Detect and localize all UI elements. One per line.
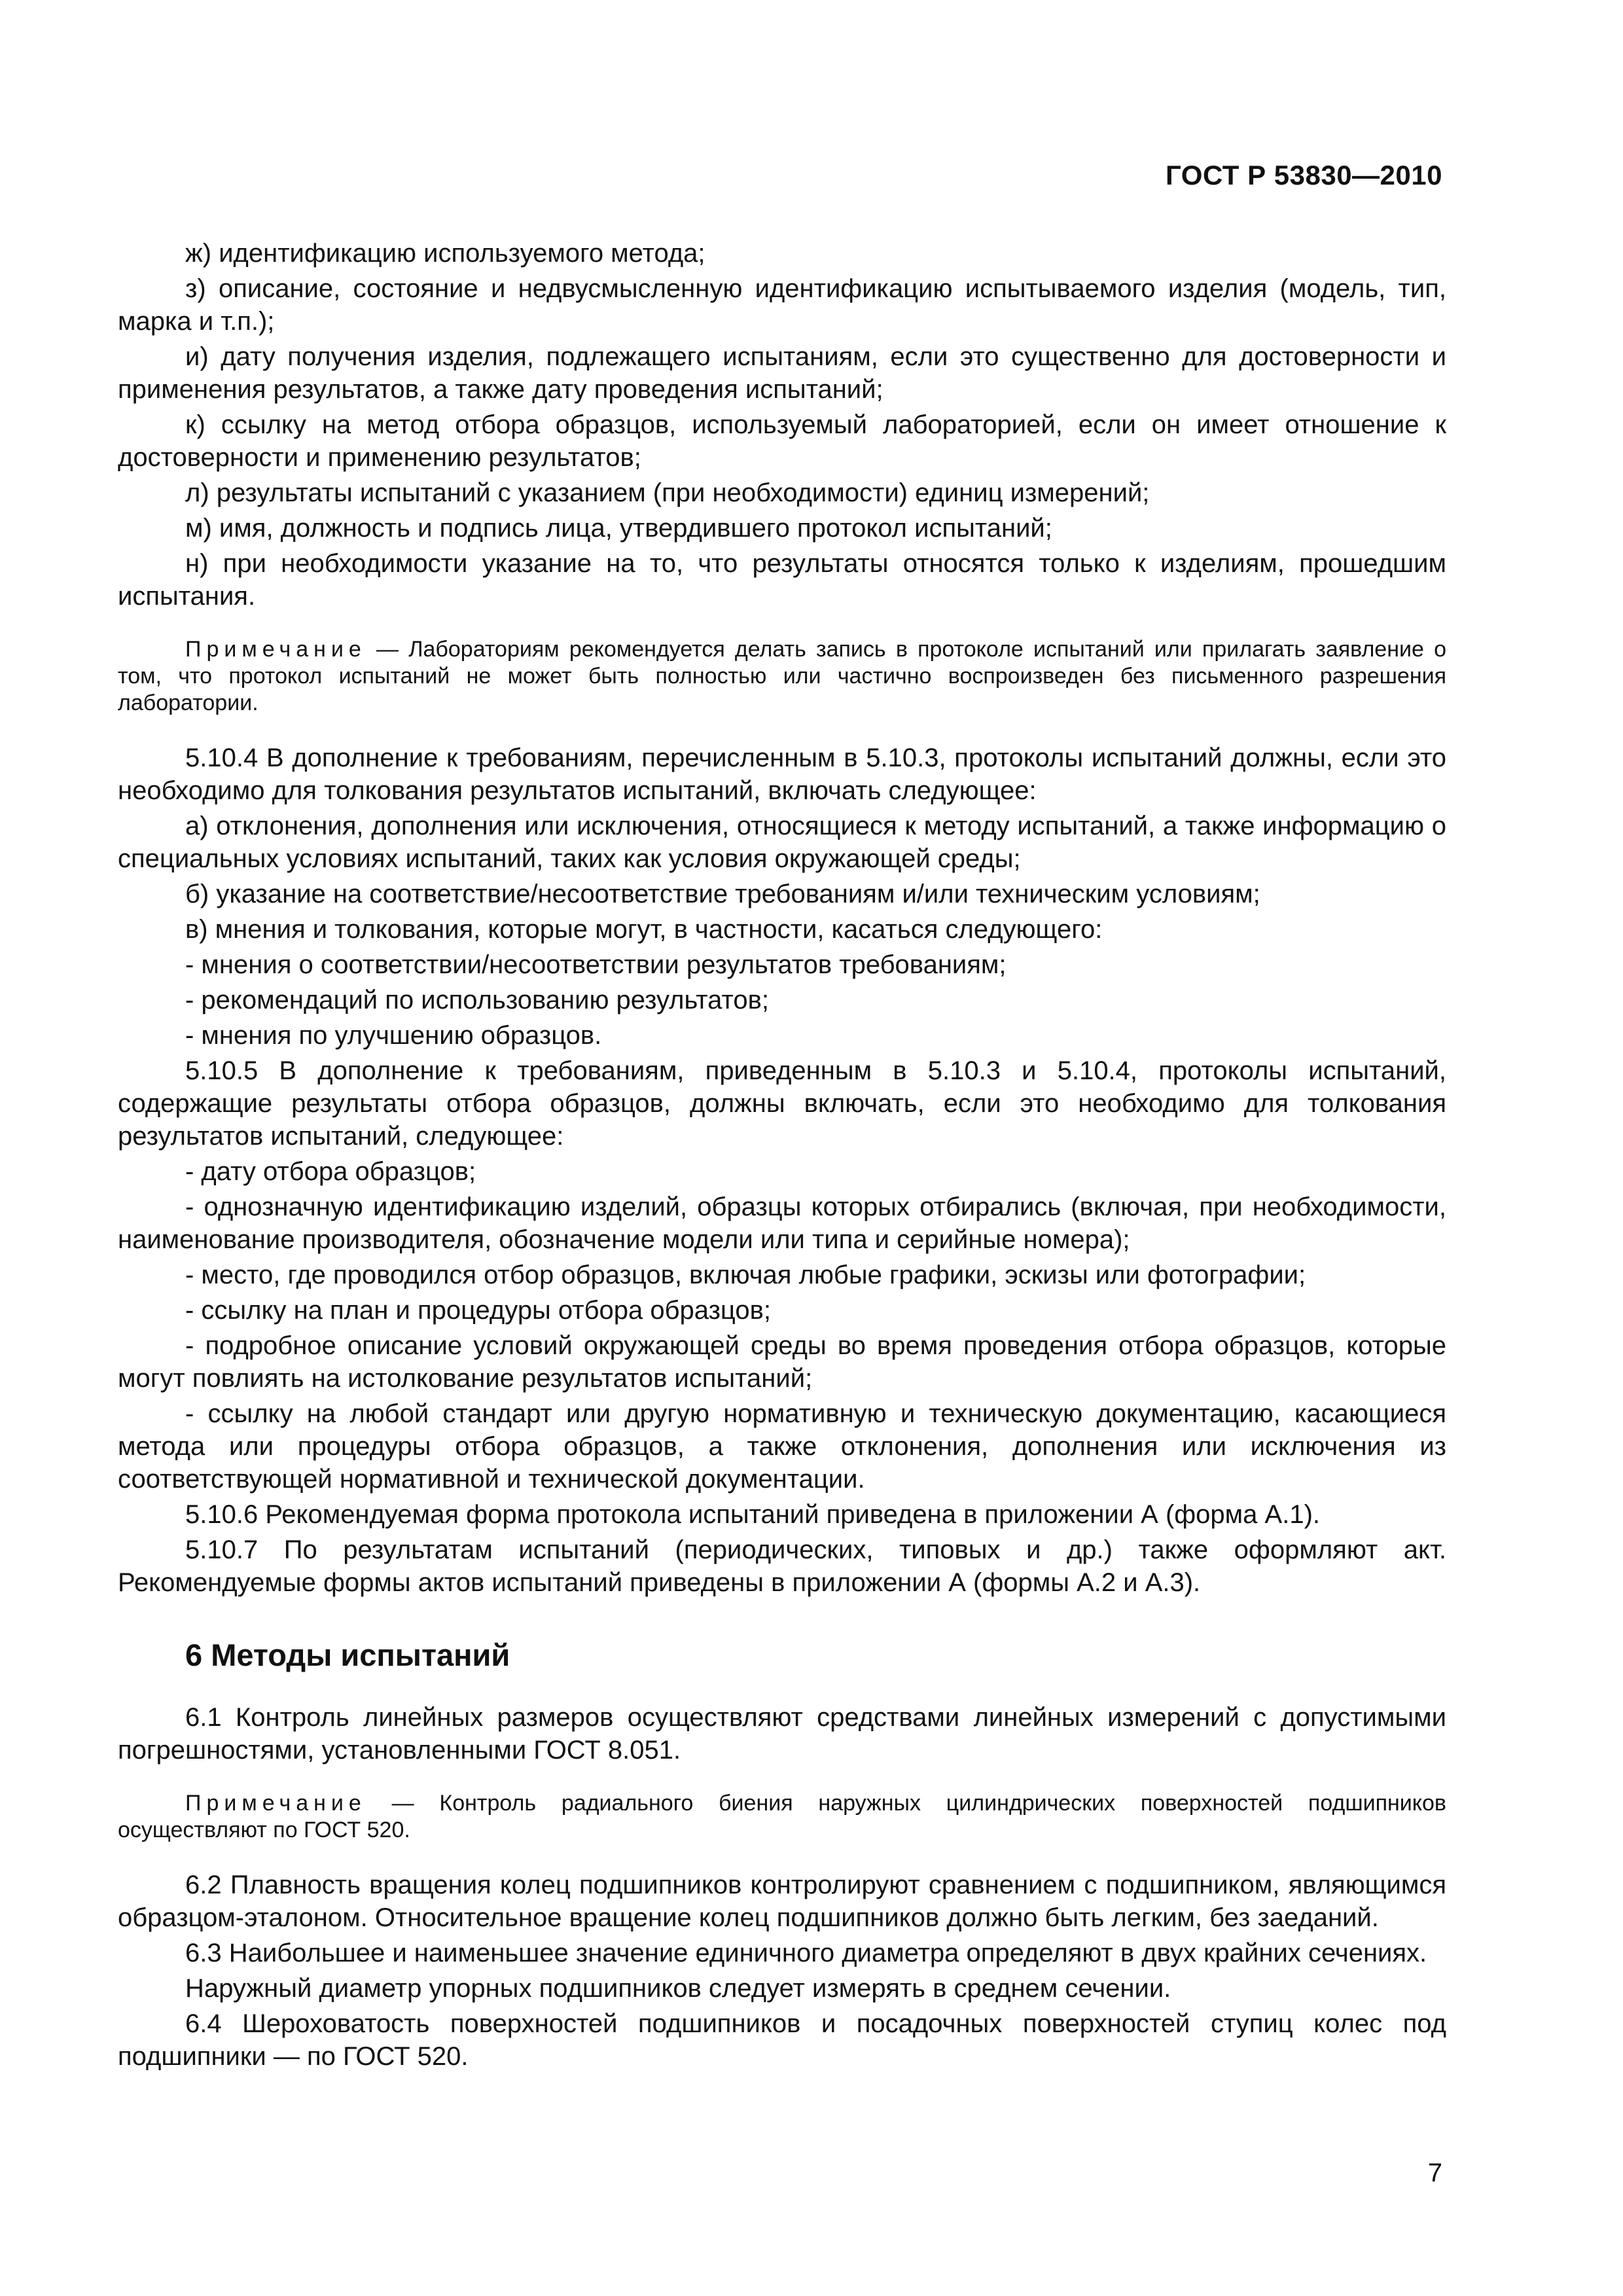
- note-label: Примечание: [185, 637, 366, 662]
- list-item-n: н) при необходимости указание на то, что результаты относятся только к изделиям, прошедшим испытания.: [118, 549, 1446, 611]
- list-item-b: б) указание на соответствие/несоответствие требованиям и/или техническим условиям;: [185, 880, 1260, 908]
- paragraph-5-10-6: 5.10.6 Рекомендуемая форма протокола испытаний приведена в приложении А (форма А.1).: [185, 1500, 1321, 1529]
- note-laboratory: [118, 636, 1446, 717]
- list-item-z: з) описание, состояние и недвусмысленную идентификацию испытываемого изделия (модель, тип, марка и т.п.);: [118, 274, 1446, 336]
- page-number: 7: [1427, 2159, 1442, 2187]
- paragraph-5-10-5: 5.10.5 В дополнение к требованиям, приведенным в 5.10.3 и 5.10.4, протоколы испытаний, содержащие результаты отбора образцов, должны включать, если это необходимо для толкования результатов испытаний, следующее:: [118, 1056, 1446, 1151]
- dash-item: - однозначную идентификацию изделий, образцы которых отбирались (включая, при необходимости, наименование производителя, обозначение модели или типа и серийные номера);: [118, 1193, 1446, 1254]
- document-code-header: ГОСТ Р 53830—2010: [1166, 160, 1442, 190]
- dash-item: - мнения по улучшению образцов.: [185, 1021, 602, 1050]
- dash-item: - ссылку на любой стандарт или другую нормативную и техническую документацию, касающиеся метода или процедуры отбора образцов, а также отклонения, дополнения или исключения из соответствующей нормативной и технической документации.: [118, 1399, 1446, 1494]
- paragraph-6-4: 6.4 Шероховатость поверхностей подшипников и посадочных поверхностей ступиц колес под подшипники — по ГОСТ 520.: [118, 2009, 1446, 2071]
- note-radial-runout: [118, 1790, 1446, 1844]
- paragraph-5-10-7: 5.10.7 По результатам испытаний (периодических, типовых и др.) также оформляют акт. Рекомендуемые формы актов испытаний приведены в приложении А (формы А.2 и А.3).: [118, 1535, 1446, 1597]
- paragraph-5-10-4: 5.10.4 В дополнение к требованиям, перечисленным в 5.10.3, протоколы испытаний должны, если это необходимо для толкования результатов испытаний, включать следующее:: [118, 744, 1446, 805]
- section-heading-6: 6 Методы испытаний: [185, 1638, 510, 1672]
- list-item-v: в) мнения и толкования, которые могут, в частности, касаться следующего:: [185, 915, 1103, 944]
- dash-item: - рекомендаций по использованию результатов;: [185, 986, 769, 1014]
- list-item-m: м) имя, должность и подпись лица, утвердившего протокол испытаний;: [185, 514, 1052, 543]
- list-item-zh: ж) идентификацию используемого метода;: [185, 239, 705, 268]
- paragraph-6-1: 6.1 Контроль линейных размеров осуществляют средствами линейных измерений с допустимыми погрешностями, установленными ГОСТ 8.051.: [118, 1703, 1446, 1765]
- paragraph-6-3-continued: Наружный диаметр упорных подшипников следует измерять в среднем сечении.: [185, 1974, 1171, 2003]
- paragraph-6-3: 6.3 Наибольшее и наименьшее значение единичного диаметра определяют в двух крайних сечениях.: [185, 1939, 1427, 1967]
- list-item-k: к) ссылку на метод отбора образцов, используемый лабораторией, если он имеет отношение к достоверности и применению результатов;: [118, 410, 1446, 472]
- dash-item: - мнения о соответствии/несоответствии результатов требованиям;: [185, 950, 1007, 979]
- note-text: — Лабораториям рекомендуется делать запись в протоколе испытаний или прилагать заявление о том, что протокол испытаний не может быть полностью или частично воспроизведен без письменного разрешения лаборатории.: [118, 637, 1446, 715]
- dash-item: - место, где проводился отбор образцов, включая любые графики, эскизы или фотографии;: [185, 1261, 1306, 1289]
- note-label: Примечание: [185, 1791, 366, 1816]
- note-text: — Контроль радиального биения наружных цилиндрических поверхностей подшипников осуществляют по ГОСТ 520.: [118, 1791, 1446, 1842]
- dash-item: - дату отбора образцов;: [185, 1157, 476, 1186]
- dash-item: - подробное описание условий окружающей среды во время проведения отбора образцов, которые могут повлиять на истолкование результатов испытаний;: [118, 1331, 1446, 1393]
- page-content: [118, 237, 1446, 2075]
- paragraph-6-2: 6.2 Плавность вращения колец подшипников контролируют сравнением с подшипником, являющимся образцом-эталоном. Относительное вращение колец подшипников должно быть легким, без заеданий.: [118, 1871, 1446, 1932]
- list-item-l: л) результаты испытаний с указанием (при необходимости) единиц измерений;: [185, 478, 1150, 507]
- list-item-a: а) отклонения, дополнения или исключения, относящиеся к методу испытаний, а также информацию о специальных условиях испытаний, таких как условия окружающей среды;: [118, 812, 1446, 873]
- dash-item: - ссылку на план и процедуры отбора образцов;: [185, 1296, 771, 1325]
- list-item-i: и) дату получения изделия, подлежащего испытаниям, если это существенно для достоверности и применения результатов, а также дату проведения испытаний;: [118, 342, 1446, 404]
